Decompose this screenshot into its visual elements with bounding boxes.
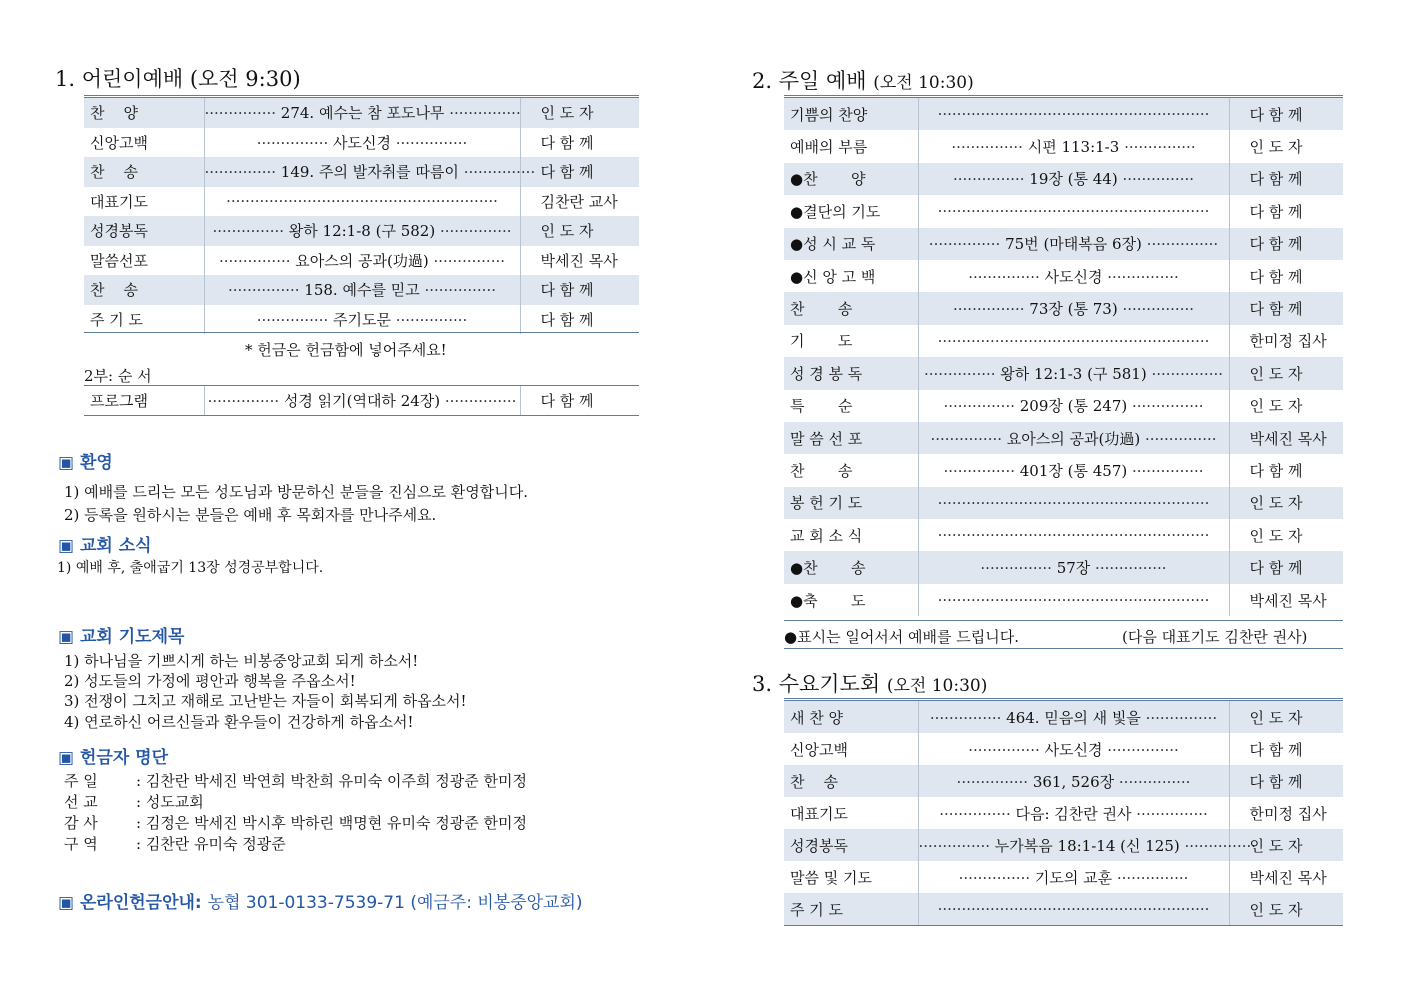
donor-cat: 구 역	[64, 835, 98, 853]
order-content	[918, 163, 1229, 195]
order-content	[918, 98, 1229, 130]
order-leader: 인 도 자	[1229, 390, 1343, 422]
program-content: ··············· 성경 읽기(역대하 24장) ···············	[204, 386, 520, 415]
order-content	[918, 551, 1229, 583]
welcome-line-1: 1) 예배를 드리는 모든 성도님과 방문하신 분들을 진심으로 환영합니다.	[64, 483, 529, 501]
order-leader: 다 함 께	[1229, 765, 1343, 797]
leader-dots: ···············	[953, 300, 1030, 319]
order-row	[84, 275, 639, 305]
order-item: 신앙고백	[90, 133, 148, 152]
order-row	[784, 292, 1343, 324]
order-item: 찬 송	[84, 275, 204, 305]
donors-table	[64, 770, 527, 854]
order-content-text: 464. 믿음의 새 빛을	[1006, 708, 1141, 727]
section1-order-table	[84, 98, 639, 334]
leader-dots: ···············	[228, 281, 305, 300]
leader-dots: ···············	[930, 429, 1007, 448]
standing-note: ●표시는 일어서서 예배를 드립니다.	[784, 628, 1020, 646]
order-content-text: 149. 주의 발자취를 따름이	[280, 163, 459, 182]
order-item: 성경봉독	[84, 216, 204, 246]
welcome-line-2: 2) 등록을 원하시는 분들은 예배 후 목회자를 만나주세요.	[64, 506, 437, 524]
leader-dots: ···············	[256, 310, 334, 329]
leader-dots: ···············	[980, 559, 1057, 578]
prayer-heading: ▣ 교회 기도제목	[58, 627, 185, 647]
leader-dots: ···············	[953, 170, 1030, 189]
leader-dots: ···············	[1114, 772, 1191, 791]
order-content-text: 시편 113:1-3	[1027, 138, 1120, 157]
section3-bottom-rule	[784, 925, 1343, 926]
online-offering-heading: ▣ 온라인헌금안내:	[58, 893, 202, 913]
donor-names: : 김찬란 박세진 박연희 박찬희 유미숙 이주희 정광준 한미정	[136, 772, 527, 790]
welcome-heading: ▣ 환영	[58, 453, 113, 473]
leader-dots: ···············	[204, 104, 281, 123]
program-content-text: 성경 읽기(역대하 24장)	[283, 392, 441, 410]
order-item: 말 씀 선 포	[784, 422, 918, 454]
order-leader: 인 도 자	[1229, 829, 1343, 861]
order-leader: 다 함 께	[520, 157, 639, 187]
order-content-text: 요아스의 공과(功過)	[1006, 429, 1141, 448]
order-row	[784, 584, 1343, 616]
donor-cat: 선 교	[64, 793, 98, 811]
leader-dots: ···············	[256, 133, 334, 152]
program-bottom-rule	[84, 415, 639, 416]
order-row	[784, 519, 1343, 551]
donor-row	[64, 770, 527, 791]
order-content-text: 다음: 김찬란 권사	[1015, 804, 1132, 823]
order-item: 교 회 소 식	[790, 526, 863, 545]
order-row	[784, 195, 1343, 227]
leader-dots: ···············	[444, 104, 521, 123]
order-row	[784, 228, 1343, 260]
order-content-text: 사도신경	[1044, 267, 1103, 286]
section2-bottom-rule	[784, 620, 1343, 621]
order-content	[204, 305, 520, 335]
order-item: 신앙고백	[790, 740, 848, 759]
section2-title	[752, 65, 974, 95]
online-offering	[58, 888, 583, 913]
order-leader: 박세진 목사	[520, 246, 639, 276]
donor-cat: 감 사	[64, 814, 98, 832]
online-offering-account: 농협 301-0133-7539-71 (예금주: 비봉중앙교회)	[207, 893, 583, 913]
order-item: 찬 송	[790, 461, 853, 480]
leader-dots: ···············	[212, 222, 289, 241]
leader-dots: ···············	[1117, 300, 1194, 319]
order-item: 기 도	[790, 332, 853, 351]
order-item: 특 순	[790, 397, 853, 416]
leader-dots: ···············	[924, 364, 1001, 383]
order-item: ●결단의 기도	[790, 202, 881, 221]
order-content	[918, 325, 1229, 357]
leader-dots: ···············	[968, 267, 1045, 286]
order-content	[204, 98, 520, 128]
order-leader: 인 도 자	[520, 216, 639, 246]
leader-dots: ···············	[1131, 804, 1208, 823]
order-row	[784, 797, 1343, 829]
donor-names-text: 김찬란 박세진 박연희 박찬희 유미숙 이주희 정광준 한미정	[145, 772, 527, 790]
leader-dots: ···············	[1119, 138, 1196, 157]
program-leader: 다 함 께	[520, 386, 639, 415]
order-leader: 다 함 께	[1229, 733, 1343, 765]
order-content-text: 361, 526장	[1032, 772, 1115, 791]
leader-dots: ···············	[956, 772, 1033, 791]
section3-title-text: 3. 수요기도회	[752, 672, 881, 696]
section1-bottom-rule	[84, 332, 639, 333]
donor-names: : 김찬란 유미숙 정광준	[136, 835, 286, 853]
order-row	[784, 829, 1343, 861]
order-content	[204, 157, 536, 187]
order-content	[204, 216, 520, 246]
prayer-line-4: 4) 연로하신 어르신들과 환우들이 건강하게 하옵소서!	[64, 713, 414, 731]
order-leader: 다 함 께	[520, 128, 639, 158]
order-item: 대표기도	[790, 804, 848, 823]
order-row	[784, 422, 1343, 454]
order-row	[84, 246, 639, 276]
order-item: 찬 송	[784, 765, 918, 797]
order-leader: 인 도 자	[1229, 701, 1343, 733]
leader-dots: ···············	[390, 133, 468, 152]
order-content-text: 사도신경	[333, 133, 391, 152]
leader-dots: ···············	[951, 138, 1028, 157]
leader-dots: ···············	[1127, 397, 1204, 416]
section1-title-text: 1. 어린이예배	[55, 67, 184, 91]
order-leader: 인 도 자	[1229, 130, 1343, 162]
order-item: ●찬 양	[784, 163, 918, 195]
order-content	[918, 519, 1229, 551]
order-leader: 인 도 자	[520, 98, 639, 128]
order-leader: 다 함 께	[1229, 163, 1343, 195]
order-item: 찬 송	[84, 157, 204, 187]
order-content	[918, 584, 1229, 616]
donor-names: : 김정은 박세진 박시후 박하린 백명현 유미숙 정광준 한미정	[136, 814, 527, 832]
order-item: 성 경 봉 독	[784, 357, 918, 389]
section3-order-table	[784, 701, 1343, 925]
order-row	[784, 325, 1343, 357]
order-content	[918, 797, 1229, 829]
order-content	[918, 292, 1229, 324]
order-leader: 박세진 목사	[1229, 861, 1343, 893]
order-item: ●성 시 교 독	[784, 228, 918, 260]
order-content-text: 274. 예수는 참 포도나무	[280, 104, 445, 123]
order-item: 주 기 도	[90, 310, 144, 329]
order-item: 찬 양	[84, 98, 204, 128]
section2-order-table	[784, 98, 1343, 616]
order-item: ●축 도	[790, 591, 866, 610]
order-row	[84, 187, 639, 217]
section2-title-text: 2. 주일 예배	[752, 69, 867, 93]
order-content-text: 158. 예수를 믿고	[304, 281, 420, 300]
order-content	[918, 228, 1229, 260]
order-leader: 다 함 께	[520, 275, 639, 305]
leader-dots: ···············	[1140, 708, 1218, 727]
section3-title	[752, 668, 987, 698]
leader-dots: ···············	[918, 836, 995, 855]
leader-dots: ···············	[928, 235, 1006, 254]
order-content-text: 누가복음 18:1-14 (신 125)	[994, 836, 1180, 855]
leader-dots: ···············	[1141, 235, 1219, 254]
order-row	[84, 98, 639, 128]
leader-dots: ·························································	[937, 493, 1210, 512]
order-item: ●신 앙 고 백	[790, 267, 876, 286]
next-prayer-note: (다음 대표기도 김찬란 권사)	[1122, 628, 1308, 646]
order-leader: 다 함 께	[1229, 228, 1343, 260]
note-bottom-rule	[784, 648, 1343, 649]
leader-dots: ···············	[1140, 429, 1217, 448]
leader-dots: ·························································	[937, 202, 1210, 221]
order-row	[784, 98, 1343, 130]
order-content	[918, 195, 1229, 227]
leader-dots: ···············	[943, 461, 1020, 480]
order-item: 봉 헌 기 도	[784, 487, 918, 519]
order-content-text: 사도신경	[1044, 740, 1103, 759]
leader-dots: ···············	[943, 397, 1020, 416]
order-leader: 박세진 목사	[1229, 584, 1343, 616]
order-row	[784, 861, 1343, 893]
program-row	[84, 386, 639, 415]
order-leader: 다 함 께	[1229, 292, 1343, 324]
leader-dots: ···············	[428, 251, 505, 270]
order-content	[918, 701, 1229, 733]
leader-dots: ···············	[1117, 170, 1194, 189]
leader-dots: ···············	[1102, 740, 1179, 759]
order-item: 대표기도	[90, 192, 148, 211]
leader-dots: ·························································	[226, 192, 498, 211]
leader-dots: ···············	[1112, 868, 1189, 887]
order-leader: 다 함 께	[1229, 454, 1343, 486]
order-leader: 한미정 집사	[1229, 797, 1343, 829]
leader-dots: ·························································	[937, 900, 1210, 918]
order-row	[784, 551, 1343, 583]
order-leader: 다 함 께	[1229, 260, 1343, 292]
part2-label: 2부: 순 서	[84, 367, 152, 385]
donors-heading: ▣ 헌금자 명단	[58, 748, 169, 768]
order-content	[918, 765, 1229, 797]
order-content	[204, 246, 520, 276]
order-leader: 다 함 께	[520, 305, 639, 335]
order-content-text: 왕하 12:1-8 (구 582)	[288, 222, 436, 241]
leader-dots: ·························································	[937, 526, 1210, 545]
leader-dots: ···············	[1127, 461, 1204, 480]
leader-dots: ···············	[939, 804, 1016, 823]
order-item: 말씀 및 기도	[790, 868, 872, 887]
leader-dots: ···············	[1102, 267, 1179, 286]
order-content	[918, 487, 1229, 519]
order-content	[918, 130, 1229, 162]
order-content	[204, 128, 520, 158]
order-leader: 박세진 목사	[1229, 422, 1343, 454]
order-row	[784, 260, 1343, 292]
donor-names: : 성도교회	[136, 793, 204, 811]
leader-dots: ·························································	[937, 331, 1210, 350]
prayer-line-2: 2) 성도들의 가정에 평안과 행복을 주옵소서!	[64, 672, 356, 690]
order-content-text: 주기도문	[333, 310, 391, 329]
order-content-text: 왕하 12:1-3 (구 581)	[1000, 364, 1147, 383]
donor-cat: 주 일	[64, 772, 98, 790]
order-content	[918, 829, 1257, 861]
leader-dots: ·························································	[937, 591, 1210, 610]
order-content-text: 요아스의 공과(功過)	[295, 251, 429, 270]
order-leader: 인 도 자	[1229, 519, 1343, 551]
order-content	[918, 260, 1229, 292]
order-leader: 인 도 자	[1229, 487, 1343, 519]
order-row	[84, 305, 639, 335]
leader-dots: ···············	[419, 281, 496, 300]
order-row	[784, 454, 1343, 486]
leader-dots: ···············	[218, 251, 296, 270]
order-row	[84, 216, 639, 246]
leader-dots: ·························································	[937, 105, 1210, 124]
order-leader: 김찬란 교사	[520, 187, 639, 217]
program-item: 프로그램	[90, 392, 148, 410]
order-row	[784, 893, 1343, 925]
leader-dots: ···············	[958, 868, 1035, 887]
order-item: 새 찬 양	[784, 701, 918, 733]
program-table	[84, 386, 639, 415]
order-leader: 인 도 자	[1229, 893, 1343, 925]
donor-names-text: 김찬란 유미숙 정광준	[145, 835, 286, 853]
order-content	[918, 422, 1229, 454]
order-row	[784, 701, 1343, 733]
order-content-text: 401장 (통 457)	[1019, 461, 1128, 480]
order-leader: 다 함 께	[1229, 98, 1343, 130]
leader-dots: ···············	[458, 163, 536, 182]
order-item: 성경봉독	[784, 829, 918, 861]
donor-row	[64, 791, 527, 812]
order-item: 말씀선포	[90, 251, 148, 270]
order-content-text: 209장 (통 247)	[1019, 397, 1128, 416]
order-content-text: 57장	[1056, 559, 1091, 578]
order-row	[784, 733, 1343, 765]
prayer-line-1: 1) 하나님을 기쁘시게 하는 비봉중앙교회 되게 하소서!	[64, 652, 419, 670]
leader-dots: ···············	[929, 708, 1007, 727]
news-line-1: 1) 예배 후, 출애굽기 13장 성경공부합니다.	[57, 560, 324, 576]
order-leader: 다 함 께	[1229, 195, 1343, 227]
order-content	[918, 357, 1229, 389]
order-content-text: 75번 (마태복음 6장)	[1005, 235, 1142, 254]
order-row	[84, 157, 639, 187]
order-leader: 한미정 집사	[1229, 325, 1343, 357]
order-leader: 다 함 께	[1229, 551, 1343, 583]
order-content	[918, 893, 1229, 925]
order-row	[784, 390, 1343, 422]
section1-time: (오전 9:30)	[189, 67, 301, 91]
section1-title	[55, 63, 301, 93]
order-content	[918, 390, 1229, 422]
order-row	[84, 128, 639, 158]
prayer-line-3: 3) 전쟁이 그치고 재해로 고난받는 자들이 회복되게 하옵소서!	[64, 692, 467, 710]
leader-dots: ···············	[435, 222, 512, 241]
order-item: 예배의 부름	[790, 138, 868, 157]
order-item: 찬 송	[784, 292, 918, 324]
leader-dots: ···············	[1179, 836, 1257, 855]
news-heading: ▣ 교회 소식	[58, 536, 152, 556]
order-content	[204, 187, 520, 217]
donor-row	[64, 812, 527, 833]
leader-dots: ···············	[204, 163, 281, 182]
order-content	[918, 454, 1229, 486]
donor-names-text: 성도교회	[145, 793, 204, 811]
order-row	[784, 487, 1343, 519]
leader-dots: ···············	[1090, 559, 1167, 578]
order-content	[918, 861, 1229, 893]
order-item: 기쁨의 찬양	[784, 98, 918, 130]
order-row	[784, 130, 1343, 162]
leader-dots: ···············	[390, 310, 468, 329]
leader-dots: ···············	[968, 740, 1045, 759]
order-row	[784, 163, 1343, 195]
order-leader: 인 도 자	[1229, 357, 1343, 389]
order-row	[784, 357, 1343, 389]
donor-names-text: 김정은 박세진 박시후 박하린 백명현 유미숙 정광준 한미정	[145, 814, 527, 832]
leader-dots: ···············	[1146, 364, 1223, 383]
donor-row	[64, 833, 527, 854]
order-content	[204, 275, 520, 305]
section2-time: (오전 10:30)	[873, 73, 974, 93]
order-item: 주 기 도	[784, 893, 918, 925]
order-content	[918, 733, 1229, 765]
order-item: ●찬 송	[784, 551, 918, 583]
offering-note: * 헌금은 헌금함에 넣어주세요!	[245, 341, 447, 359]
order-content-text: 73장 (통 73)	[1029, 300, 1118, 319]
order-row	[784, 765, 1343, 797]
order-content-text: 기도의 교훈	[1034, 868, 1113, 887]
section3-time: (오전 10:30)	[886, 676, 988, 696]
order-content-text: 19장 (통 44)	[1029, 170, 1118, 189]
